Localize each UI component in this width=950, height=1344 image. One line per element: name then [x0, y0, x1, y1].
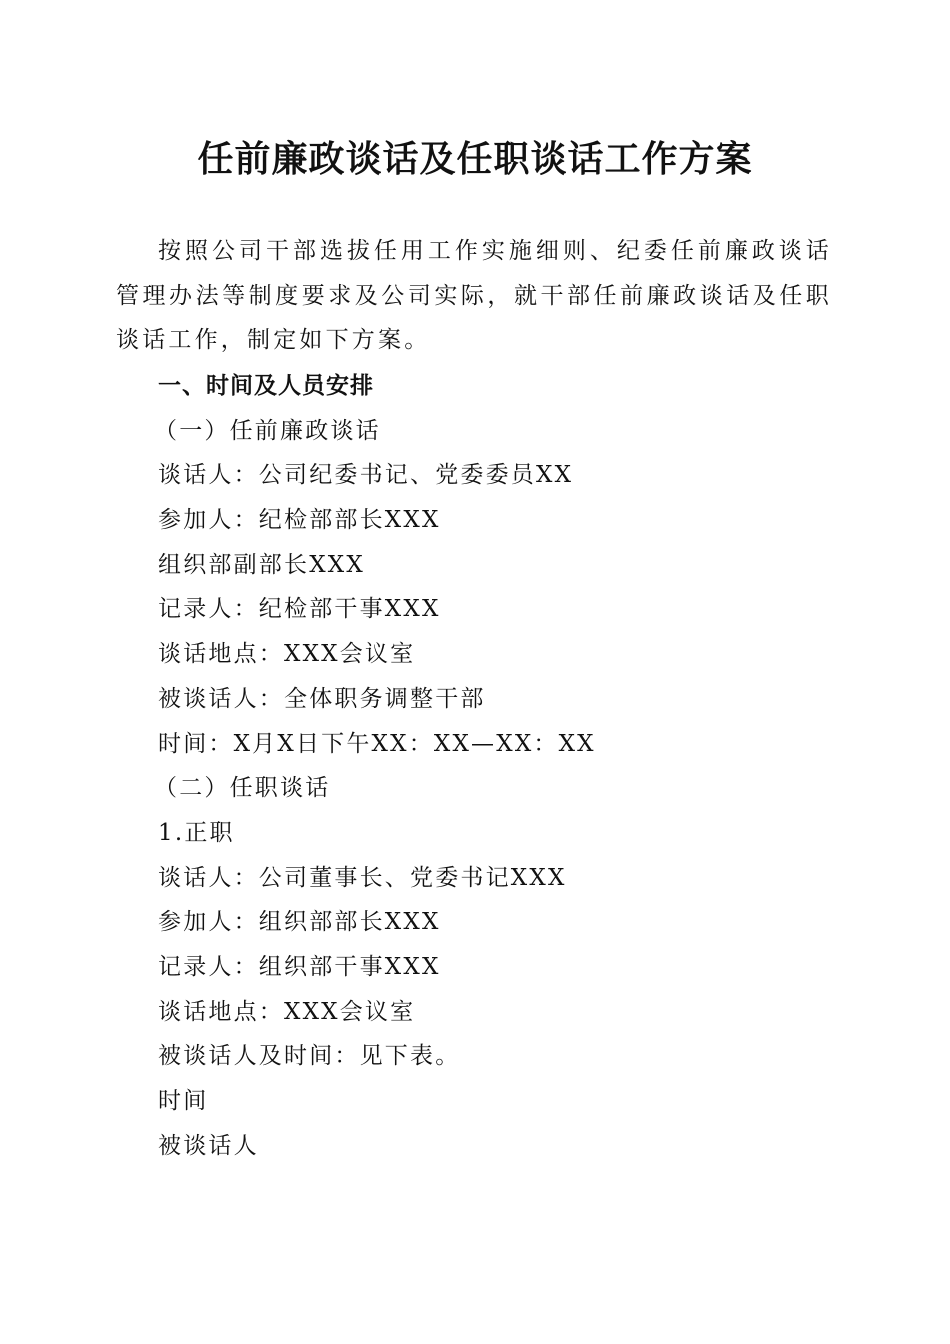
- recorder-line: 记录人：纪检部干事XXX: [158, 596, 441, 623]
- location-line-principal: 谈话地点：XXX会议室: [158, 998, 416, 1025]
- intro-paragraph: 按照公司干部选拔任用工作实施细则、纪委任前廉政谈话管理办法等制度要求及公司实际，就干部任前廉政谈话及任职谈话工作，制定如下方案。: [116, 238, 832, 353]
- document-title: 任前廉政谈话及任职谈话工作方案: [197, 139, 753, 180]
- interviewee-line: 被谈话人：全体职务调整干部: [158, 685, 486, 712]
- participant-line: 参加人：纪检部部长XXX: [158, 507, 441, 534]
- talker-line-principal: 谈话人：公司董事长、党委书记XXX: [158, 864, 567, 891]
- subsection-heading-appointment-talk: （二）任职谈话: [154, 775, 331, 802]
- time-line: 时间：X月X日下午XX：XX—XX：XX: [158, 730, 596, 757]
- table-header-time: 时间: [158, 1088, 209, 1114]
- participant-line-principal: 参加人：组织部部长XXX: [158, 909, 441, 936]
- document-body: [154, 364, 838, 1168]
- table-header-interviewee: 被谈话人: [158, 1132, 259, 1159]
- section-heading-schedule: 一、时间及人员安排: [158, 373, 374, 399]
- interviewee-time-line: 被谈话人及时间：见下表。: [158, 1043, 461, 1070]
- talker-line: 谈话人：公司纪委书记、党委委员XX: [158, 462, 574, 489]
- item-label-principal: 1.正职: [158, 819, 235, 846]
- subsection-heading-integrity-talk: （一）任前廉政谈话: [154, 417, 381, 444]
- location-line: 谈话地点：XXX会议室: [158, 641, 416, 668]
- recorder-line-principal: 记录人：组织部干事XXX: [158, 953, 441, 980]
- participant-line-2: 组织部副部长XXX: [158, 551, 365, 578]
